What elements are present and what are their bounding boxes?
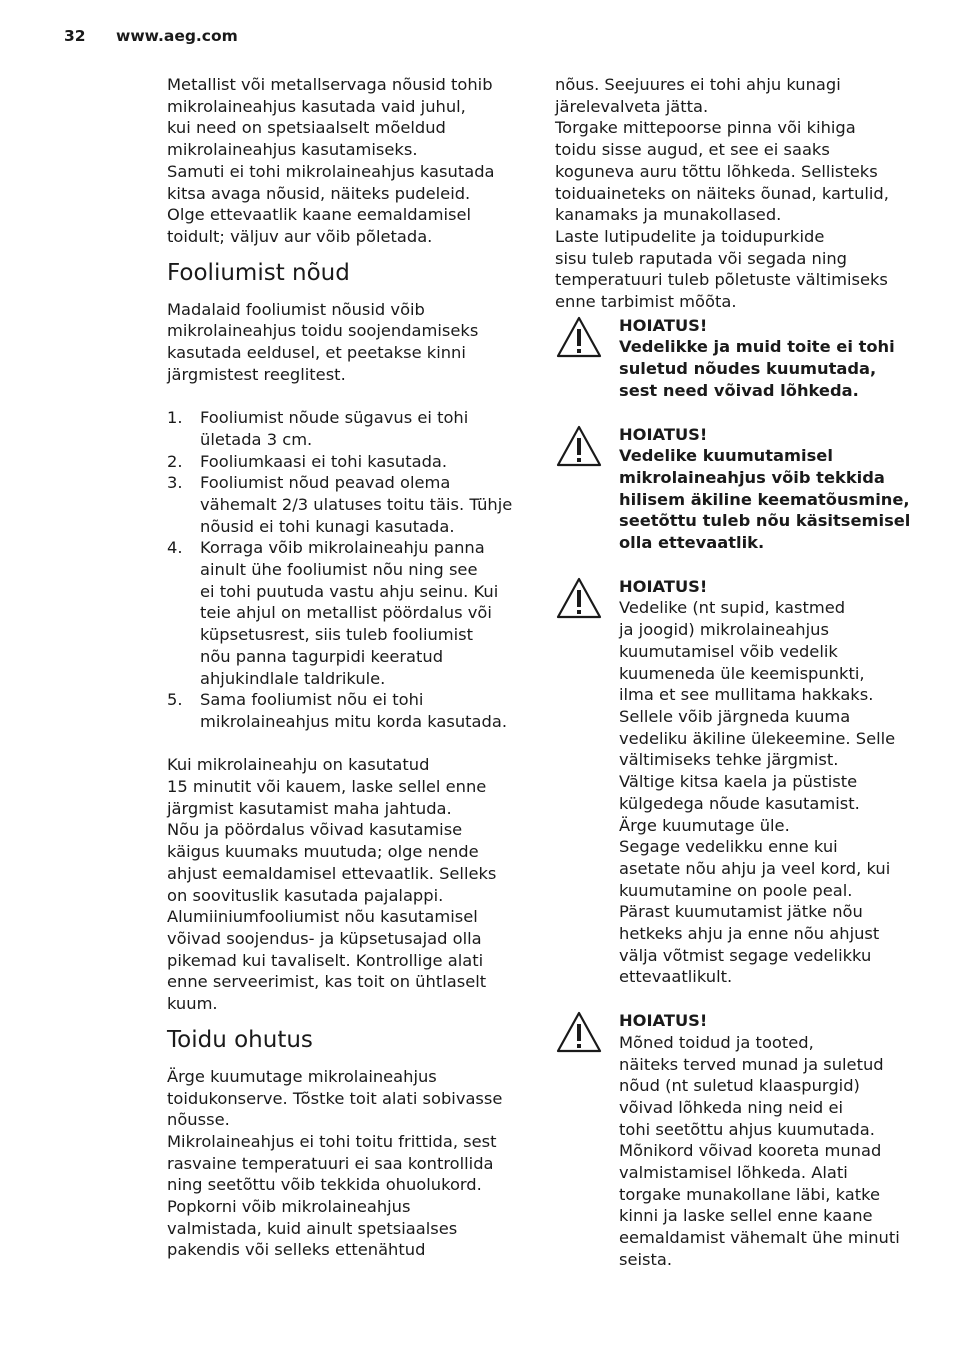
list-number: 2. — [167, 451, 183, 471]
foil-heading: Fooliumist nõud — [167, 259, 350, 286]
list-item — [167, 537, 532, 689]
warning-triangle-icon — [555, 1010, 603, 1054]
warning-triangle-icon — [555, 315, 603, 359]
list-number: 3. — [167, 473, 183, 493]
warning-text: Mõned toidud ja tooted, näiteks terved munad ja suletud nõud (nt suletud klaaspurgid) võivad lõhkeda ning neid ei tohi seetõttu ahjus kuumutada. Mõnikord võivad kooreta munad valmistamisel lõhkeda. Alati torgake munakollane läbi, katke kinni ja laske sellel enne kaane eemaldamist vähemalt ühe minuti seista. — [619, 1032, 900, 1269]
page-number: 32 — [64, 27, 86, 45]
warning-triangle-icon — [555, 424, 603, 468]
right-column — [555, 74, 915, 1271]
warning-title: HOIATUS! — [619, 315, 708, 335]
list-number: 4. — [167, 538, 183, 558]
list-item — [167, 472, 532, 537]
list-item — [167, 407, 532, 450]
website-url[interactable]: www.aeg.com — [116, 27, 238, 45]
list-item-text: Fooliumist nõud peavad olema vähemalt 2/3 ulatuses toitu täis. Tühje nõusid ei tohi kunagi kasutada. — [200, 473, 513, 536]
warning-text: Vedelike (nt supid, kastmed ja joogid) mikrolaineahjus kuumutamisel võib vedelik kuumeneda üle keemispunkti, ilma et see mullitama hakkaks. Sellele võib järgneda kuuma vedeliku äkiline ülekeemine. Selle vältimiseks tehke järgmist. Vältige kitsa kaela ja püstiste külgedega nõude kasutamist. Ärge kuumutage üle. Segage vedelikku enne kui asetate nõu ahju ja veel kord, kui kuumutamine on poole peal. Pärast kuumutamist jätke nõu hetkeks ahju ja enne nõu ahjust välja võtmist segage vedelikku ettevaatlikult. — [619, 598, 896, 987]
list-item-text: Korraga võib mikrolaineahju panna ainult ühe fooliumist nõu ning see ei tohi puutuda vastu ahju seinu. Kui teie ahjul on metallist pöördalus või küpsetusrest, siis tuleb fooliumist nõu panna tagurpidi keeratud ahjukindlale taldrikule. — [200, 538, 499, 688]
warning-block — [555, 576, 915, 988]
warning-text: Vedelikke ja muid toite ei tohi suletud nõudes kuumutada, sest need võivad lõhkeda. — [619, 337, 895, 400]
foil-rules-list — [167, 407, 532, 733]
intro-paragraph: Metallist või metallservaga nõusid tohib mikrolaineahjus kasutada vaid juhul, kui need on spetsiaalselt mõeldud mikrolaineahjus kasutamiseks. Samuti ei tohi mikrolaineahjus kasutada kitsa avaga nõusid, näiteks pudeleid. Olge ettevaatlik kaane eemaldamisel toidult; väljuv aur võib põletada. — [167, 75, 495, 246]
food-safety-paragraph: Ärge kuumutage mikrolaineahjus toidukonserve. Tõstke toit alati sobivasse nõusse. Mikrolaineahjus ei tohi toitu frittida, sest rasvaine temperatuuri ei saa kontrollida ning seetõttu võib tekkida ohuolukord. Popkorni võib mikrolaineahjus valmistada, kuid ainult spetsiaalses pakendis või selleks ettenähtud — [167, 1066, 503, 1260]
warning-block — [555, 315, 915, 402]
warning-title: HOIATUS! — [619, 576, 708, 596]
page-header — [64, 27, 238, 45]
warning-text: Vedelike kuumutamisel mikrolaineahjus võib tekkida hilisem äkiline keematõusmine, seetõttu tuleb nõu käsitsemisel olla ettevaatlik. — [619, 446, 911, 553]
list-item-text: Fooliumkaasi ei tohi kasutada. — [200, 451, 448, 471]
list-number: 5. — [167, 690, 183, 710]
list-item-text: Fooliumist nõude sügavus ei tohi ületada 3 cm. — [200, 408, 469, 449]
right-intro-paragraph: nõus. Seejuures ei tohi ahju kunagi järelevalveta jätta. Torgake mittepoorse pinna või kihiga toidu sisse augud, et see ei saaks koguneva auru tõttu lõhkeda. Sellisteks toiduaineteks on näiteks õunad, kartulid, kanamaks ja munakollased. Laste lutipudelite ja toidupurkide sisu tuleb raputada või segada ning temperatuuri tuleb põletuste vältimiseks enne tarbimist mõõta. — [555, 75, 889, 312]
warning-block — [555, 424, 915, 554]
list-number: 1. — [167, 408, 183, 428]
list-item — [167, 451, 532, 473]
left-column — [167, 74, 532, 1261]
foil-after-paragraph: Kui mikrolaineahju on kasutatud 15 minutit või kauem, laske sellel enne järgmist kasutamist maha jahtuda. Nõu ja pöördalus võivad kasutamise käigus kuumaks muutuda; olge nende ahjust eemaldamisel ettevaatlik. Selleks on soovituslik kasutada pajalappi. Alumiiniumfooliumist nõu kasutamisel võivad soojendus- ja küpsetusajad olla pikemad kui tavaliselt. Kontrollige alati enne serveerimist, kas toit on ühtlaselt kuum. — [167, 755, 497, 1014]
warning-triangle-icon — [555, 576, 603, 620]
list-item-text: Sama fooliumist nõu ei tohi mikrolaineahjus mitu korda kasutada. — [200, 690, 507, 731]
food-safety-heading: Toidu ohutus — [167, 1026, 313, 1053]
foil-lead-paragraph: Madalaid fooliumist nõusid võib mikrolaineahjus toidu soojendamiseks kasutada eeldusel, et peetakse kinni järgmistest reeglitest. — [167, 299, 479, 384]
list-item — [167, 689, 532, 732]
warning-title: HOIATUS! — [619, 424, 708, 444]
warning-title: HOIATUS! — [619, 1011, 708, 1031]
warning-block — [555, 1010, 915, 1270]
